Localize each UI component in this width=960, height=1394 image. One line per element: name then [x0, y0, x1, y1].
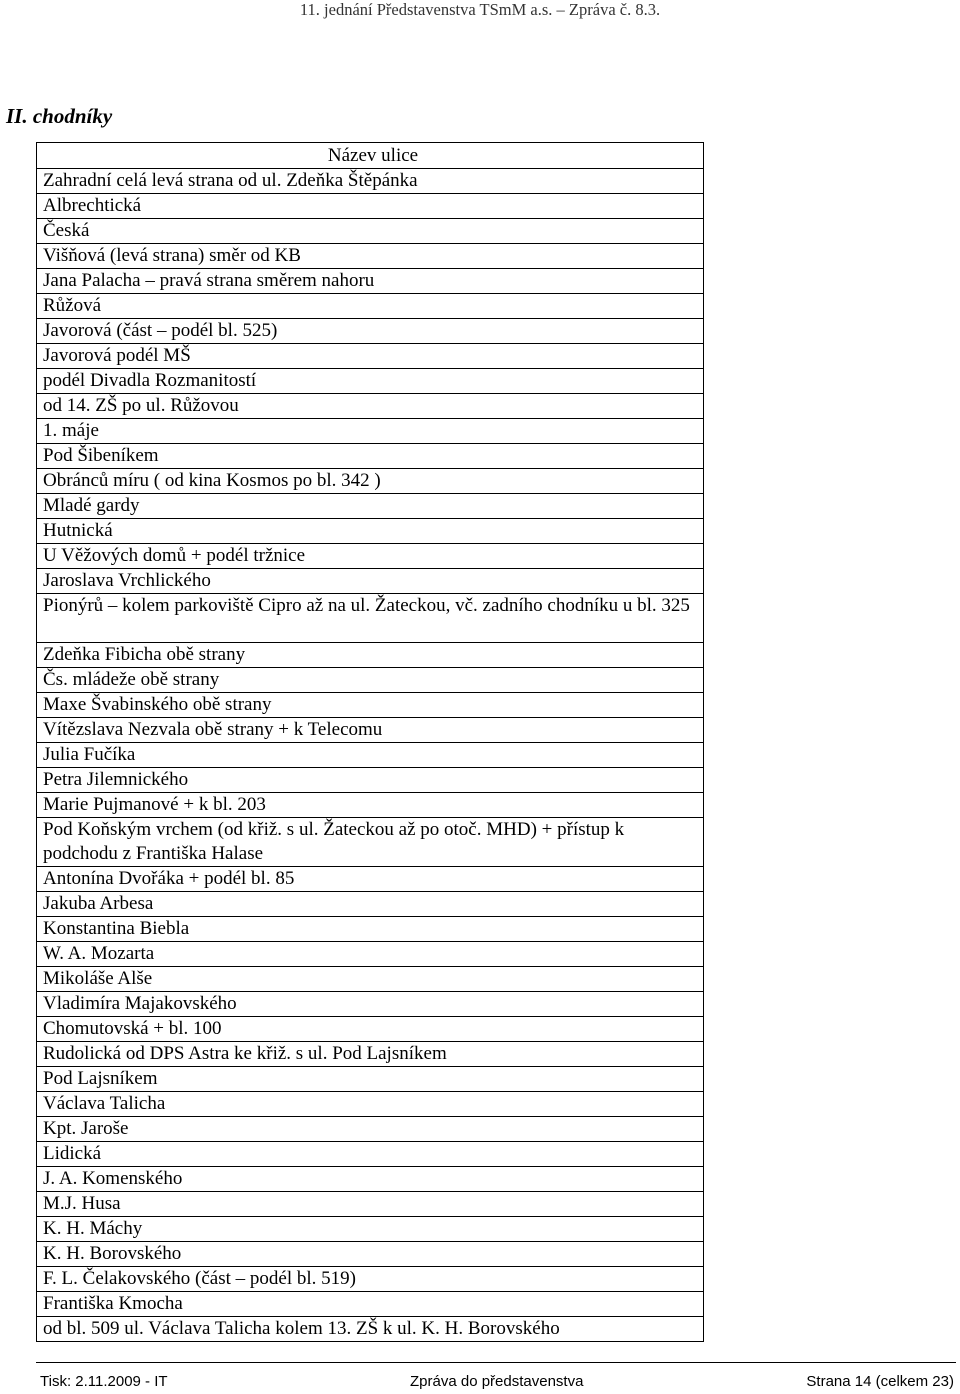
street-cell: Lidická [37, 1142, 704, 1167]
street-cell: Vladimíra Majakovského [37, 992, 704, 1017]
street-cell: Javorová podél MŠ [37, 344, 704, 369]
table-row [37, 244, 704, 269]
column-header: Název ulice [37, 143, 704, 169]
page-footer [36, 1362, 956, 1390]
street-cell: Pod Koňským vrchem (od křiž. s ul. Žateckou až po otoč. MHD) + přístup k podchodu z Františka Halase [37, 818, 704, 867]
street-cell: Jana Palacha – pravá strana směrem nahoru [37, 269, 704, 294]
street-cell: U Věžových domů + podél tržnice [37, 544, 704, 569]
table-row [37, 169, 704, 194]
table-row [37, 643, 704, 668]
street-cell: J. A. Komenského [37, 1167, 704, 1192]
table-row [37, 1217, 704, 1242]
street-cell: Julia Fučíka [37, 743, 704, 768]
table-row [37, 194, 704, 219]
street-cell: Zdeňka Fibicha obě strany [37, 643, 704, 668]
street-cell: 1. máje [37, 419, 704, 444]
page-number: Strana 14 (celkem 23) [806, 1373, 954, 1390]
streets-table [36, 142, 704, 1342]
table-row [37, 1092, 704, 1117]
table-row [37, 917, 704, 942]
street-cell: Hutnická [37, 519, 704, 544]
table-row [37, 394, 704, 419]
table-row [37, 942, 704, 967]
table-row [37, 269, 704, 294]
table-row [37, 718, 704, 743]
table-row [37, 1242, 704, 1267]
street-cell: Konstantina Biebla [37, 917, 704, 942]
street-cell: Chomutovská + bl. 100 [37, 1017, 704, 1042]
table-row [37, 319, 704, 344]
table-row [37, 594, 704, 643]
table-row [37, 693, 704, 718]
table-body [37, 169, 704, 1342]
table-row [37, 494, 704, 519]
street-cell: Vítězslava Nezvala obě strany + k Telecomu [37, 718, 704, 743]
street-cell: podél Divadla Rozmanitostí [37, 369, 704, 394]
table-row [37, 344, 704, 369]
table-row [37, 867, 704, 892]
street-cell: Jaroslava Vrchlického [37, 569, 704, 594]
street-cell: Marie Pujmanové + k bl. 203 [37, 793, 704, 818]
street-cell: Antonína Dvořáka + podél bl. 85 [37, 867, 704, 892]
table-row [37, 1267, 704, 1292]
street-cell: Čs. mládeže obě strany [37, 668, 704, 693]
street-cell: Javorová (část – podél bl. 525) [37, 319, 704, 344]
table-row [37, 569, 704, 594]
section-title: II. chodníky [6, 104, 113, 128]
page-header: 11. jednání Představenstva TSmM a.s. – Zpráva č. 8.3. [299, 0, 661, 19]
street-cell: Zahradní celá levá strana od ul. Zdeňka Štěpánka [37, 169, 704, 194]
street-cell: Růžová [37, 294, 704, 319]
report-label: Zpráva do představenstva [410, 1373, 584, 1390]
street-cell: Mladé gardy [37, 494, 704, 519]
table-row [37, 469, 704, 494]
table-row [37, 1167, 704, 1192]
table-row [37, 743, 704, 768]
table-row [37, 219, 704, 244]
street-cell: Mikoláše Alše [37, 967, 704, 992]
table-row [37, 1042, 704, 1067]
table-row [37, 1317, 704, 1342]
street-cell: Rudolická od DPS Astra ke křiž. s ul. Pod Lajsníkem [37, 1042, 704, 1067]
table-row [37, 1067, 704, 1092]
table-header-row [37, 143, 704, 169]
table-row [37, 793, 704, 818]
street-cell: Pionýrů – kolem parkoviště Cipro až na ul. Žateckou, vč. zadního chodníku u bl. 325 [37, 594, 704, 643]
table-row [37, 369, 704, 394]
street-cell: Petra Jilemnického [37, 768, 704, 793]
street-cell: Františka Kmocha [37, 1292, 704, 1317]
table-row [37, 419, 704, 444]
street-cell: Pod Šibeníkem [37, 444, 704, 469]
table-row [37, 818, 704, 867]
street-cell: F. L. Čelakovského (část – podél bl. 519) [37, 1267, 704, 1292]
street-cell: Jakuba Arbesa [37, 892, 704, 917]
street-cell: M.J. Husa [37, 1192, 704, 1217]
table-row [37, 1192, 704, 1217]
street-cell: Obránců míru ( od kina Kosmos po bl. 342 ) [37, 469, 704, 494]
street-cell: od 14. ZŠ po ul. Růžovou [37, 394, 704, 419]
table-row [37, 1117, 704, 1142]
street-cell: Kpt. Jaroše [37, 1117, 704, 1142]
table-row [37, 967, 704, 992]
street-cell: Maxe Švabinského obě strany [37, 693, 704, 718]
street-cell: Česká [37, 219, 704, 244]
table-row [37, 1292, 704, 1317]
street-cell: W. A. Mozarta [37, 942, 704, 967]
street-cell: Višňová (levá strana) směr od KB [37, 244, 704, 269]
street-cell: K. H. Máchy [37, 1217, 704, 1242]
table-row [37, 892, 704, 917]
table-row [37, 444, 704, 469]
table-row [37, 544, 704, 569]
street-cell: Pod Lajsníkem [37, 1067, 704, 1092]
table-row [37, 1142, 704, 1167]
street-cell: od bl. 509 ul. Václava Talicha kolem 13. ZŠ k ul. K. H. Borovského [37, 1317, 704, 1342]
table-row [37, 519, 704, 544]
table-row [37, 768, 704, 793]
street-cell: K. H. Borovského [37, 1242, 704, 1267]
table-row [37, 1017, 704, 1042]
table-row [37, 668, 704, 693]
print-info: Tisk: 2.11.2009 - IT [40, 1373, 168, 1390]
table-row [37, 992, 704, 1017]
street-cell: Václava Talicha [37, 1092, 704, 1117]
street-cell: Albrechtická [37, 194, 704, 219]
table-row [37, 294, 704, 319]
